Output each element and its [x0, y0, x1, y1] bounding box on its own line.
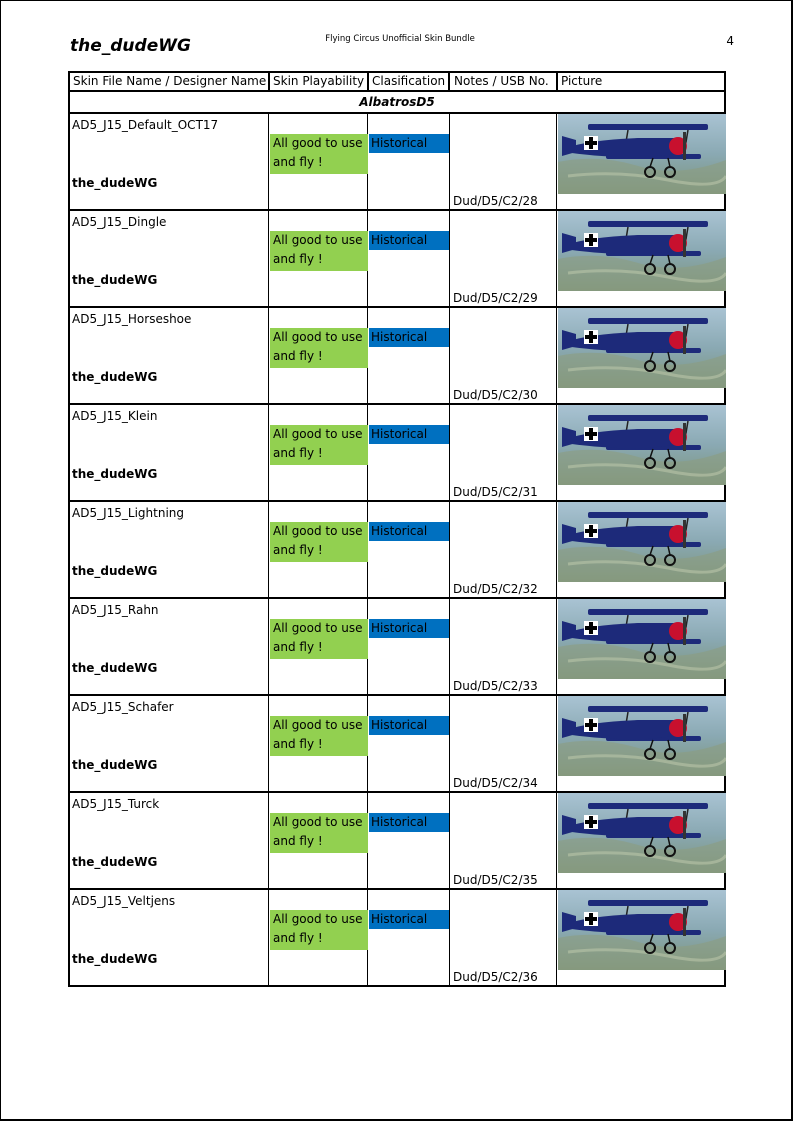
aircraft-picture: [558, 599, 726, 679]
upper-wing: [588, 609, 708, 615]
designer-name: the_dudeWG: [72, 370, 158, 384]
page-frame-left: [0, 0, 1, 1121]
classification-cell: Historical: [369, 910, 449, 929]
aircraft-picture: [558, 308, 726, 388]
table-header-row: [68, 71, 726, 92]
playability-cell: All good to use and fly !: [270, 619, 368, 659]
cross-emblem-horizontal: [585, 141, 597, 145]
designer-name: the_dudeWG: [72, 176, 158, 190]
skin-file-name: AD5_J15_Dingle: [72, 215, 167, 229]
aircraft-picture: [558, 211, 726, 291]
usb-number: Dud/D5/C2/32: [453, 582, 538, 596]
propeller: [683, 617, 686, 645]
column-divider: [449, 890, 450, 985]
usb-number: Dud/D5/C2/33: [453, 679, 538, 693]
designer-name: the_dudeWG: [72, 661, 158, 675]
playability-cell: All good to use and fly !: [270, 522, 368, 562]
column-divider: [556, 405, 557, 500]
column-divider: [449, 502, 450, 597]
column-header-playability: Skin Playability: [273, 74, 365, 88]
propeller: [683, 908, 686, 936]
cross-emblem-horizontal: [585, 432, 597, 436]
column-divider: [556, 696, 557, 791]
column-divider: [449, 405, 450, 500]
column-header-picture: Picture: [561, 74, 603, 88]
playability-cell: All good to use and fly !: [270, 231, 368, 271]
playability-cell: All good to use and fly !: [270, 425, 368, 465]
propeller: [683, 423, 686, 451]
aircraft-picture: [558, 793, 726, 873]
column-divider: [449, 599, 450, 694]
column-header-skin-name: Skin File Name / Designer Name: [73, 74, 267, 88]
upper-wing: [588, 706, 708, 712]
document-title: Flying Circus Unofficial Skin Bundle: [325, 34, 475, 44]
designer-name: the_dudeWG: [72, 564, 158, 578]
skin-file-name: AD5_J15_Lightning: [72, 506, 185, 520]
designer-title: the_dudeWG: [70, 36, 191, 56]
playability-cell: All good to use and fly !: [270, 134, 368, 174]
aircraft-picture: [558, 890, 726, 970]
aircraft-picture: [558, 405, 726, 485]
column-divider: [556, 890, 557, 985]
table-row: [70, 888, 724, 985]
usb-number: Dud/D5/C2/30: [453, 388, 538, 402]
classification-cell: Historical: [369, 231, 449, 250]
skin-file-name: AD5_J15_Default_OCT17: [72, 118, 219, 132]
playability-cell: All good to use and fly !: [270, 328, 368, 368]
skin-file-name: AD5_J15_Turck: [72, 797, 160, 811]
column-header-notes: Notes / USB No.: [454, 74, 549, 88]
table-row: [70, 209, 724, 306]
usb-number: Dud/D5/C2/36: [453, 970, 538, 984]
column-divider: [268, 308, 269, 403]
table-row: [70, 597, 724, 694]
aircraft-picture: [558, 502, 726, 582]
column-divider: [449, 793, 450, 888]
classification-cell: Historical: [369, 813, 449, 832]
upper-wing: [588, 221, 708, 227]
aircraft-picture: [558, 696, 726, 776]
propeller: [683, 714, 686, 742]
skin-file-name: AD5_J15_Klein: [72, 409, 158, 423]
usb-number: Dud/D5/C2/35: [453, 873, 538, 887]
table-row: [70, 306, 724, 403]
playability-cell: All good to use and fly !: [270, 813, 368, 853]
cross-emblem-horizontal: [585, 238, 597, 242]
classification-cell: Historical: [369, 522, 449, 541]
column-divider: [449, 211, 450, 306]
column-divider: [556, 308, 557, 403]
column-divider: [268, 211, 269, 306]
propeller: [683, 520, 686, 548]
column-divider: [449, 114, 450, 209]
upper-wing: [588, 124, 708, 130]
column-divider: [449, 696, 450, 791]
skin-file-name: AD5_J15_Rahn: [72, 603, 159, 617]
propeller: [683, 811, 686, 839]
propeller: [683, 132, 686, 160]
page-number: 4: [726, 34, 734, 48]
page-frame-top: [0, 0, 793, 1]
designer-name: the_dudeWG: [72, 952, 158, 966]
skin-table: [68, 71, 726, 987]
column-divider: [268, 405, 269, 500]
column-divider: [268, 599, 269, 694]
classification-cell: Historical: [369, 619, 449, 638]
column-divider: [268, 114, 269, 209]
cross-emblem-horizontal: [585, 820, 597, 824]
column-divider: [556, 793, 557, 888]
column-divider: [268, 890, 269, 985]
column-divider: [268, 502, 269, 597]
cross-emblem-horizontal: [585, 626, 597, 630]
skin-file-name: AD5_J15_Schafer: [72, 700, 174, 714]
upper-wing: [588, 318, 708, 324]
propeller: [683, 326, 686, 354]
designer-name: the_dudeWG: [72, 855, 158, 869]
playability-cell: All good to use and fly !: [270, 910, 368, 950]
designer-name: the_dudeWG: [72, 758, 158, 772]
column-divider: [556, 211, 557, 306]
column-divider: [556, 599, 557, 694]
designer-name: the_dudeWG: [72, 273, 158, 287]
usb-number: Dud/D5/C2/31: [453, 485, 538, 499]
column-divider: [556, 502, 557, 597]
usb-number: Dud/D5/C2/28: [453, 194, 538, 208]
table-row: [70, 791, 724, 888]
cross-emblem-horizontal: [585, 335, 597, 339]
playability-cell: All good to use and fly !: [270, 716, 368, 756]
column-header-classification: Clasification: [372, 74, 446, 88]
designer-name: the_dudeWG: [72, 467, 158, 481]
cross-emblem-horizontal: [585, 723, 597, 727]
column-divider: [449, 308, 450, 403]
upper-wing: [588, 900, 708, 906]
skin-file-name: AD5_J15_Horseshoe: [72, 312, 192, 326]
upper-wing: [588, 415, 708, 421]
cross-emblem-horizontal: [585, 529, 597, 533]
classification-cell: Historical: [369, 716, 449, 735]
table-row: [70, 694, 724, 791]
column-divider: [556, 114, 557, 209]
aircraft-picture: [558, 114, 726, 194]
column-divider: [268, 793, 269, 888]
cross-emblem-horizontal: [585, 917, 597, 921]
classification-cell: Historical: [369, 425, 449, 444]
table-row: [70, 403, 724, 500]
upper-wing: [588, 803, 708, 809]
classification-cell: Historical: [369, 134, 449, 153]
table-row: [70, 500, 724, 597]
classification-cell: Historical: [369, 328, 449, 347]
usb-number: Dud/D5/C2/34: [453, 776, 538, 790]
column-divider: [268, 696, 269, 791]
skin-file-name: AD5_J15_Veltjens: [72, 894, 176, 908]
table-row: [70, 114, 724, 209]
propeller: [683, 229, 686, 257]
header-separator: [448, 73, 450, 90]
section-title-row: AlbatrosD5: [68, 92, 726, 114]
skin-rows: [68, 114, 726, 987]
upper-wing: [588, 512, 708, 518]
usb-number: Dud/D5/C2/29: [453, 291, 538, 305]
